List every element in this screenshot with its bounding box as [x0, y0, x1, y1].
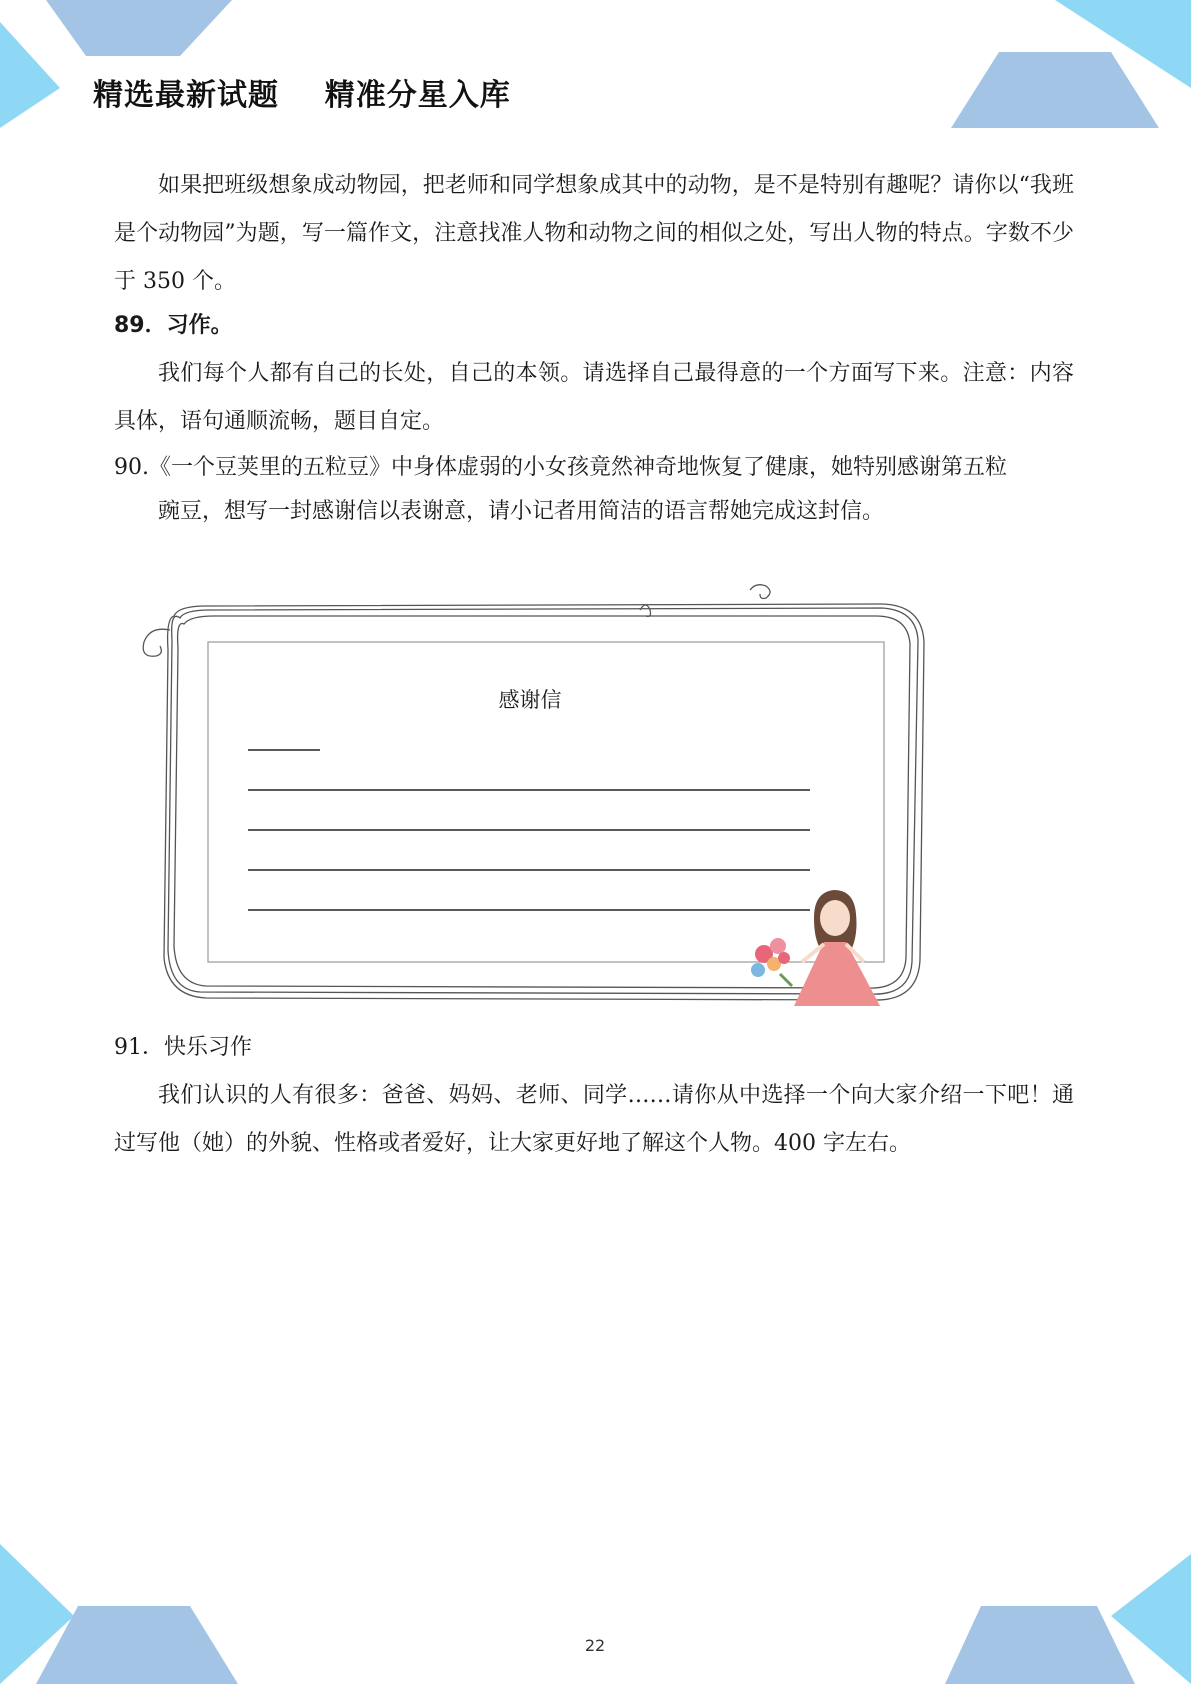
letter-title: 感谢信: [498, 688, 562, 712]
intro-paragraph: 如果把班级想象成动物园，把老师和同学想象成其中的动物，是不是特别有趣呢？请你以“我班是个动物园”为题，写一篇作文，注意找准人物和动物之间的相似之处，写出人物的特点。字数不少于 350 个。: [114, 173, 1074, 294]
girl-with-flowers-illustration: [740, 878, 890, 1008]
question-90-line2: 豌豆，想写一封感谢信以表谢意，请小记者用简洁的语言帮她完成这封信。: [158, 499, 885, 524]
question-91-text: 我们认识的人有很多：爸爸、妈妈、老师、同学……请你从中选择一个向大家介绍一下吧！通过写他（她）的外貌、性格或者爱好，让大家更好地了解这个人物。400 字左右。: [114, 1083, 1074, 1156]
page-number: 22: [584, 1636, 606, 1655]
corner-decoration-bottom-right: [931, 1544, 1191, 1684]
question-89-text: 我们每个人都有自己的长处，自己的本领。请选择自己最得意的一个方面写下来。注意：内容具体，语句通顺流畅，题目自定。: [114, 361, 1074, 434]
question-91-title: 91．快乐习作: [114, 1035, 252, 1060]
corner-decoration-top-right: [931, 0, 1191, 130]
letter-writing-lines: [248, 750, 810, 910]
question-89-title: 89．习作。: [114, 313, 233, 338]
flower-bouquet-icon: [751, 938, 792, 986]
corner-decoration-bottom-left: [0, 1544, 260, 1684]
question-90-line1: 90.《一个豆荚里的五粒豆》中身体虚弱的小女孩竟然神奇地恢复了健康，她特别感谢第五粒: [114, 455, 1007, 480]
header-title: 精选最新试题 精准分星入库: [93, 78, 511, 113]
